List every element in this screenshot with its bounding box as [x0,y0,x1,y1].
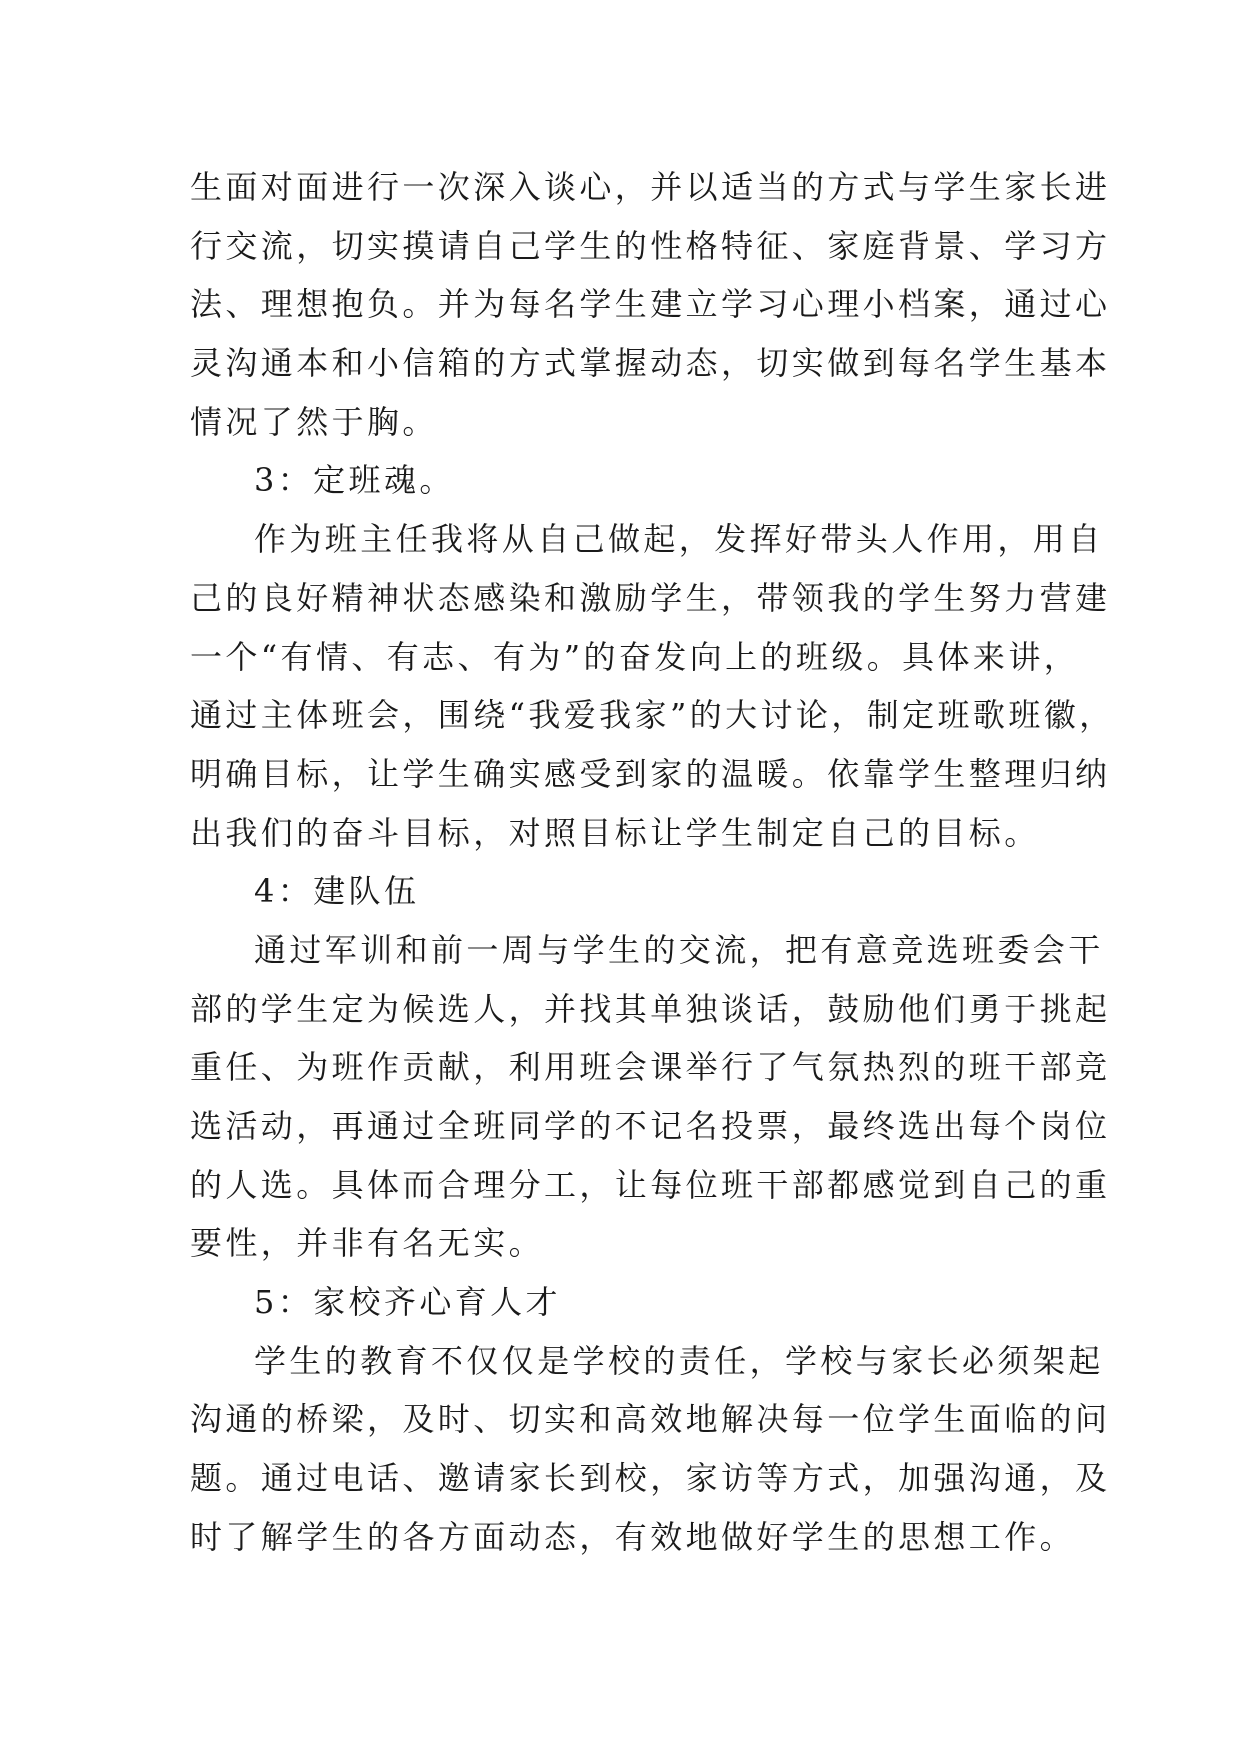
section-heading-4: 4：建队伍 [254,872,420,911]
text-line: 一个“有情、有志、有为”的奋发向上的班级。具体来讲， [190,637,1080,676]
text-line: 作为班主任我将从自己做起，发挥好带头人作用，用自 [254,520,1104,559]
text-line: 灵沟通本和小信箱的方式掌握动态，切实做到每名学生基本 [190,344,1111,383]
text-line: 行交流，切实摸请自己学生的性格特征、家庭背景、学习方 [190,226,1111,265]
text-line: 己的良好精神状态感染和激励学生，带领我的学生努力营建 [190,578,1111,617]
text-line: 时了解学生的各方面动态，有效地做好学生的思想工作。 [190,1517,1076,1556]
text-line: 题。通过电话、邀请家长到校，家访等方式，加强沟通，及 [190,1459,1111,1498]
section-heading-5: 5：家校齐心育人才 [254,1283,561,1322]
document-body [190,158,1115,1567]
text-line: 部的学生定为候选人，并找其单独谈话，鼓励他们勇于挑起 [190,989,1111,1028]
text-line: 的人选。具体而合理分工，让每位班干部都感觉到自己的重 [190,1165,1111,1204]
text-line: 要性，并非有名无实。 [190,1224,545,1263]
text-line: 重任、为班作贡献，利用班会课举行了气氛热烈的班干部竞 [190,1048,1111,1087]
section-heading-3: 3：定班魂。 [254,461,455,500]
text-line: 出我们的奋斗目标，对照目标让学生制定自己的目标。 [190,813,1040,852]
text-line: 学生的教育不仅仅是学校的责任，学校与家长必须架起 [254,1341,1104,1380]
text-line: 法、理想抱负。并为每名学生建立学习心理小档案，通过心 [190,285,1111,324]
text-line: 通过主体班会，围绕“我爱我家”的大讨论，制定班歌班徽， [190,696,1115,735]
text-line: 选活动，再通过全班同学的不记名投票，最终选出每个岗位 [190,1107,1111,1145]
text-line: 明确目标，让学生确实感受到家的温暖。依靠学生整理归纳 [190,754,1111,793]
text-line: 沟通的桥梁，及时、切实和高效地解决每一位学生面临的问 [190,1400,1111,1439]
text-line: 情况了然于胸。 [190,402,438,441]
text-line: 生面对面进行一次深入谈心，并以适当的方式与学生家长进 [190,168,1111,206]
text-line: 通过军训和前一周与学生的交流，把有意竞选班委会干 [254,930,1104,969]
